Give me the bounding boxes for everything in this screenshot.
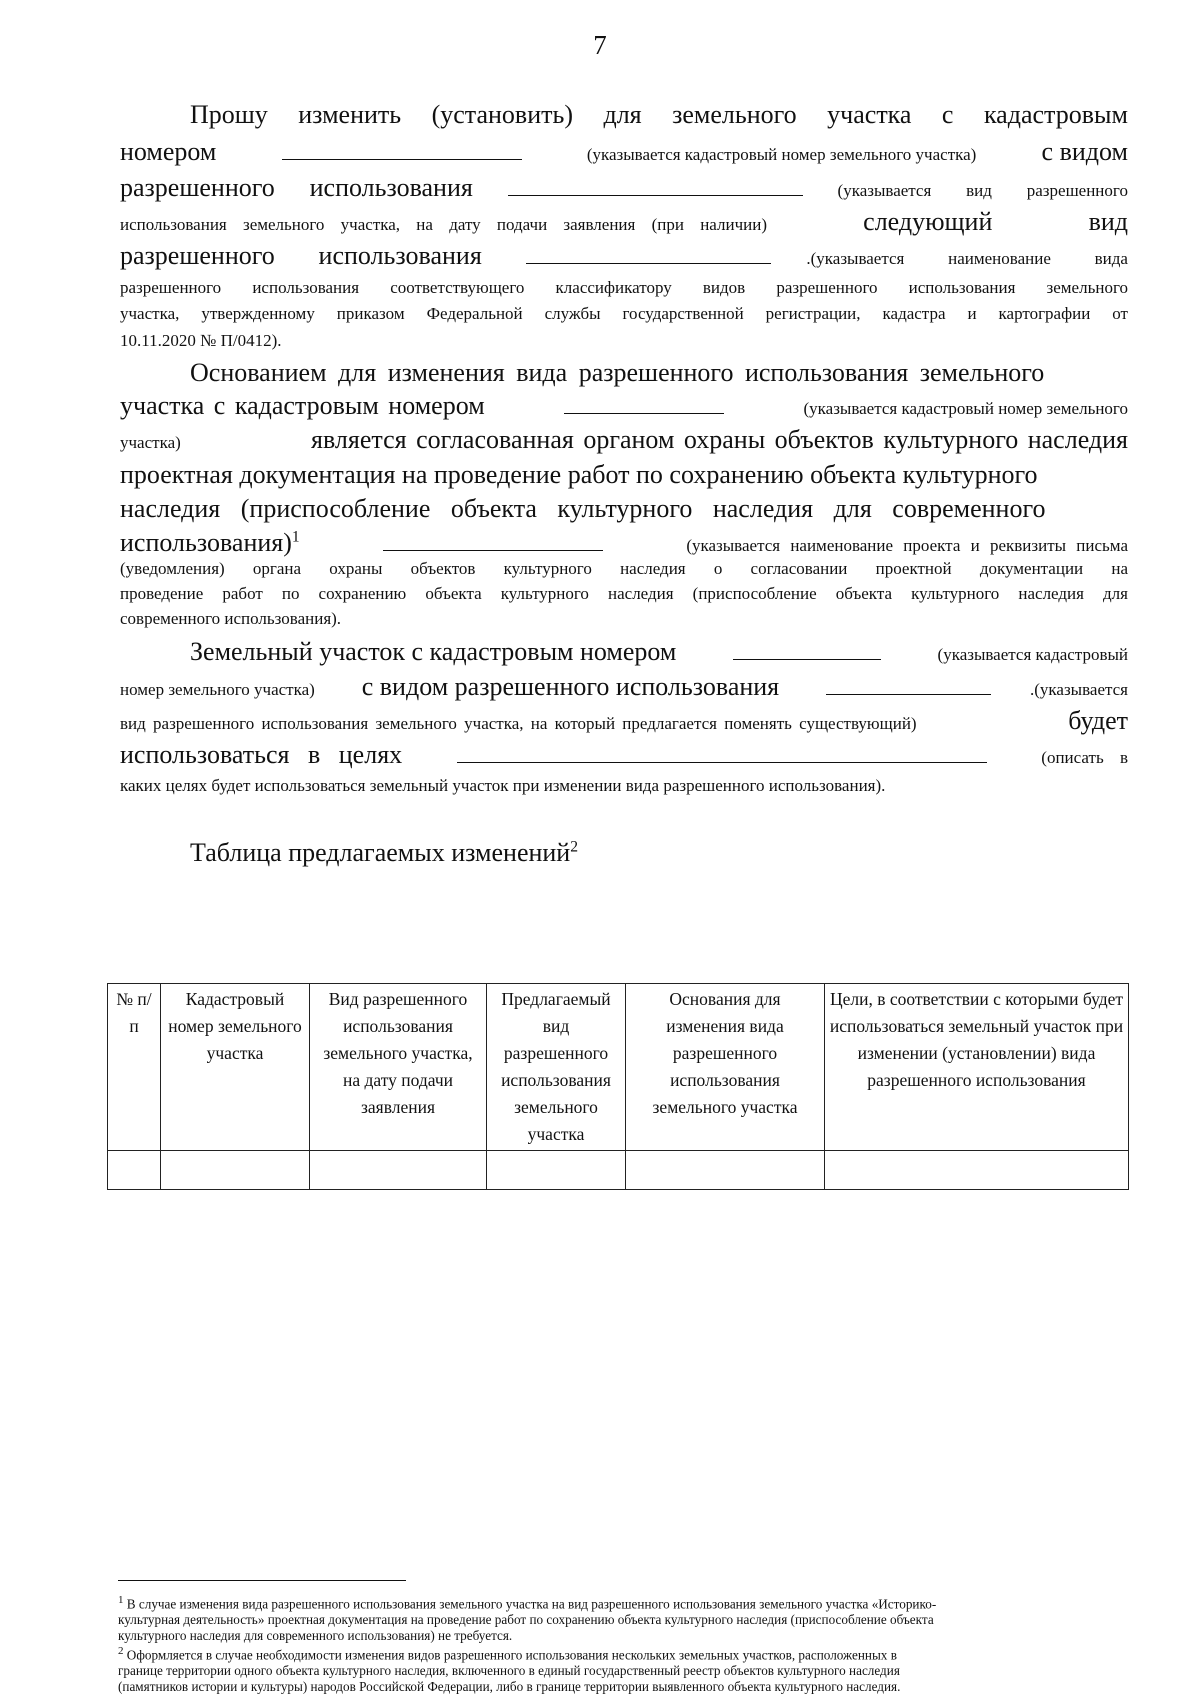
p1-line: 10.11.2020 № П/0412). bbox=[120, 331, 282, 350]
purpose-blank[interactable] bbox=[457, 761, 987, 763]
table-title bbox=[190, 838, 578, 868]
footnote-1 bbox=[118, 1592, 1130, 1644]
p2-line: (уведомления) органа охраны объектов культурного наследия о согласовании проектной документации на bbox=[120, 559, 1128, 578]
col-proposed-use-header: Предлагаемый вид разрешенного использования земельного участка bbox=[487, 984, 626, 1151]
footnote-2-line: (памятников истории и культуры) народов Российской Федерации, либо в границе территории выявленного объекта культурного наследия. bbox=[118, 1679, 901, 1695]
footnote-2-text: Оформляется в случае необходимости изменения видов разрешенного использования нескольких земельных участков, расположенных в bbox=[126, 1647, 897, 1663]
table-cell[interactable] bbox=[825, 1151, 1129, 1190]
table-cell[interactable] bbox=[161, 1151, 310, 1190]
footnote-ref-1: 1 bbox=[291, 528, 300, 546]
p2-hint: участка) bbox=[120, 433, 181, 452]
p1-word: изменить bbox=[298, 100, 402, 129]
p3-hint: .(указывается bbox=[1030, 680, 1128, 699]
p2-hint: (указывается кадастровый номер земельного bbox=[803, 399, 1128, 418]
p1-word: разрешенного bbox=[120, 173, 275, 202]
p3-hint: (указывается кадастровый bbox=[937, 645, 1128, 664]
p1-hint: (указывается кадастровый номер земельного участка) bbox=[586, 145, 977, 164]
footnote-1-mark: 1 bbox=[118, 1594, 124, 1606]
p1-word: земельного bbox=[672, 100, 797, 129]
footnote-2-mark: 2 bbox=[118, 1645, 124, 1657]
col-cadastral-header: Кадастровый номер земельного участка bbox=[161, 984, 310, 1151]
footnote-ref-2: 2 bbox=[570, 838, 579, 856]
footnote-1-line: культурная деятельность» проектная документация на проведение работ по сохранению объекта культурного наследия (приспособление объекта bbox=[118, 1612, 934, 1628]
p3-line: с видом разрешенного использования bbox=[361, 672, 780, 701]
p1-word: вид bbox=[1088, 207, 1128, 236]
footnote-1-text: В случае изменения вида разрешенного использования земельного участка на вид разрешенного использования земельного участка «Историко- bbox=[126, 1596, 937, 1612]
p1-hint: использования земельного участка, на дату подачи заявления (при наличии) bbox=[120, 215, 767, 234]
p3-line: использоваться в целях bbox=[120, 740, 403, 769]
p3-hint: (описать в bbox=[1041, 748, 1128, 767]
changes-table bbox=[107, 983, 1129, 1190]
project-docs-blank[interactable] bbox=[383, 549, 603, 551]
p1-word: для bbox=[603, 100, 642, 129]
table-cell[interactable] bbox=[108, 1151, 161, 1190]
p2-word bbox=[120, 528, 300, 558]
p1-hint: разрешенного bbox=[1026, 181, 1128, 200]
p3-line: каких целях будет использоваться земельный участок при изменении вида разрешенного использования). bbox=[120, 776, 886, 795]
footnote-1-line: культурного наследия для современного использования) не требуется. bbox=[118, 1628, 513, 1644]
p1-hint: .(указывается bbox=[806, 249, 905, 268]
p1-word: следующий bbox=[863, 207, 993, 236]
p1-word: кадастровым bbox=[983, 100, 1128, 129]
p1-word: участка bbox=[827, 100, 912, 129]
table-title-text: Таблица предлагаемых изменений bbox=[190, 838, 571, 867]
footnote-2-line: границе территории одного объекта культурного наследия, включенного в единый государственный реестр объектов культурного наследия bbox=[118, 1663, 900, 1679]
p2-line: Основанием для изменения вида разрешенного использования земельного bbox=[190, 358, 1045, 387]
new-use-blank[interactable] bbox=[526, 262, 771, 264]
footnote-2-block bbox=[118, 1643, 1130, 1695]
p1-word: использования bbox=[318, 241, 482, 270]
cadastral-number-blank-3[interactable] bbox=[733, 658, 881, 660]
col-number-header: № п/п bbox=[108, 984, 161, 1151]
p1-word: с видом bbox=[1041, 137, 1128, 166]
p3-line: Земельный участок с кадастровым номером bbox=[190, 637, 677, 666]
p1-line: разрешенного использования соответствующего классификатору видов разрешенного использования земельного bbox=[120, 278, 1128, 297]
table-cell[interactable] bbox=[626, 1151, 825, 1190]
col-grounds-header: Основания для изменения вида разрешенного использования земельного участка bbox=[626, 984, 825, 1151]
p1-word: с bbox=[941, 100, 954, 129]
col-current-use-header: Вид разрешенного использования земельного участка, на дату подачи заявления bbox=[310, 984, 487, 1151]
p2-use-word: использования) bbox=[120, 528, 292, 557]
col-purpose-header: Цели, в соответствии с которыми будет использоваться земельный участок при изменении (установлении) вида разрешенного использования bbox=[825, 984, 1129, 1151]
p2-line: наследия (приспособление объекта культурного наследия для современного bbox=[120, 494, 1046, 523]
p1-line: участка, утвержденному приказом Федеральной службы государственной регистрации, кадастра и картографии от bbox=[120, 304, 1128, 323]
p1-word: разрешенного bbox=[120, 241, 275, 270]
table-row bbox=[108, 1151, 1129, 1190]
p1-hint: (указывается bbox=[837, 181, 932, 200]
p3-word: будет bbox=[1068, 706, 1128, 735]
cadastral-number-blank[interactable] bbox=[282, 158, 522, 160]
p2-line: проектная документация на проведение работ по сохранению объекта культурного bbox=[120, 460, 1038, 489]
proposed-use-blank[interactable] bbox=[826, 693, 991, 695]
p1-word: использования bbox=[309, 173, 473, 202]
table-header-row bbox=[108, 984, 1129, 1151]
p2-line: является согласованная органом охраны объектов культурного наследия bbox=[311, 425, 1128, 454]
p2-line: современного использования). bbox=[120, 609, 342, 628]
p1-word: (установить) bbox=[431, 100, 573, 129]
table-cell[interactable] bbox=[310, 1151, 487, 1190]
footnote-2-line bbox=[118, 1643, 1130, 1663]
p3-hint: номер земельного участка) bbox=[120, 680, 315, 699]
p1-hint: наименование bbox=[948, 249, 1051, 268]
p1-hint: вида bbox=[1094, 249, 1128, 268]
footnote-divider bbox=[118, 1580, 406, 1581]
footnote-1-line bbox=[118, 1592, 1130, 1612]
current-use-blank[interactable] bbox=[508, 194, 803, 196]
cadastral-number-blank-2[interactable] bbox=[564, 412, 724, 414]
table-cell[interactable] bbox=[487, 1151, 626, 1190]
p1-word: Прошу bbox=[190, 100, 268, 129]
p1-word: номером bbox=[120, 137, 217, 166]
p3-hint: вид разрешенного использования земельного участка, на который предлагается поменять существующий) bbox=[120, 714, 917, 733]
p2-hint: (указывается наименование проекта и реквизиты письма bbox=[686, 536, 1128, 555]
p1-hint: вид bbox=[966, 181, 992, 200]
page-number: 7 bbox=[593, 30, 607, 60]
p2-line: проведение работ по сохранению объекта культурного наследия (приспособление объекта культурного наследия для bbox=[120, 584, 1128, 603]
p2-line: участка с кадастровым номером bbox=[120, 391, 485, 420]
